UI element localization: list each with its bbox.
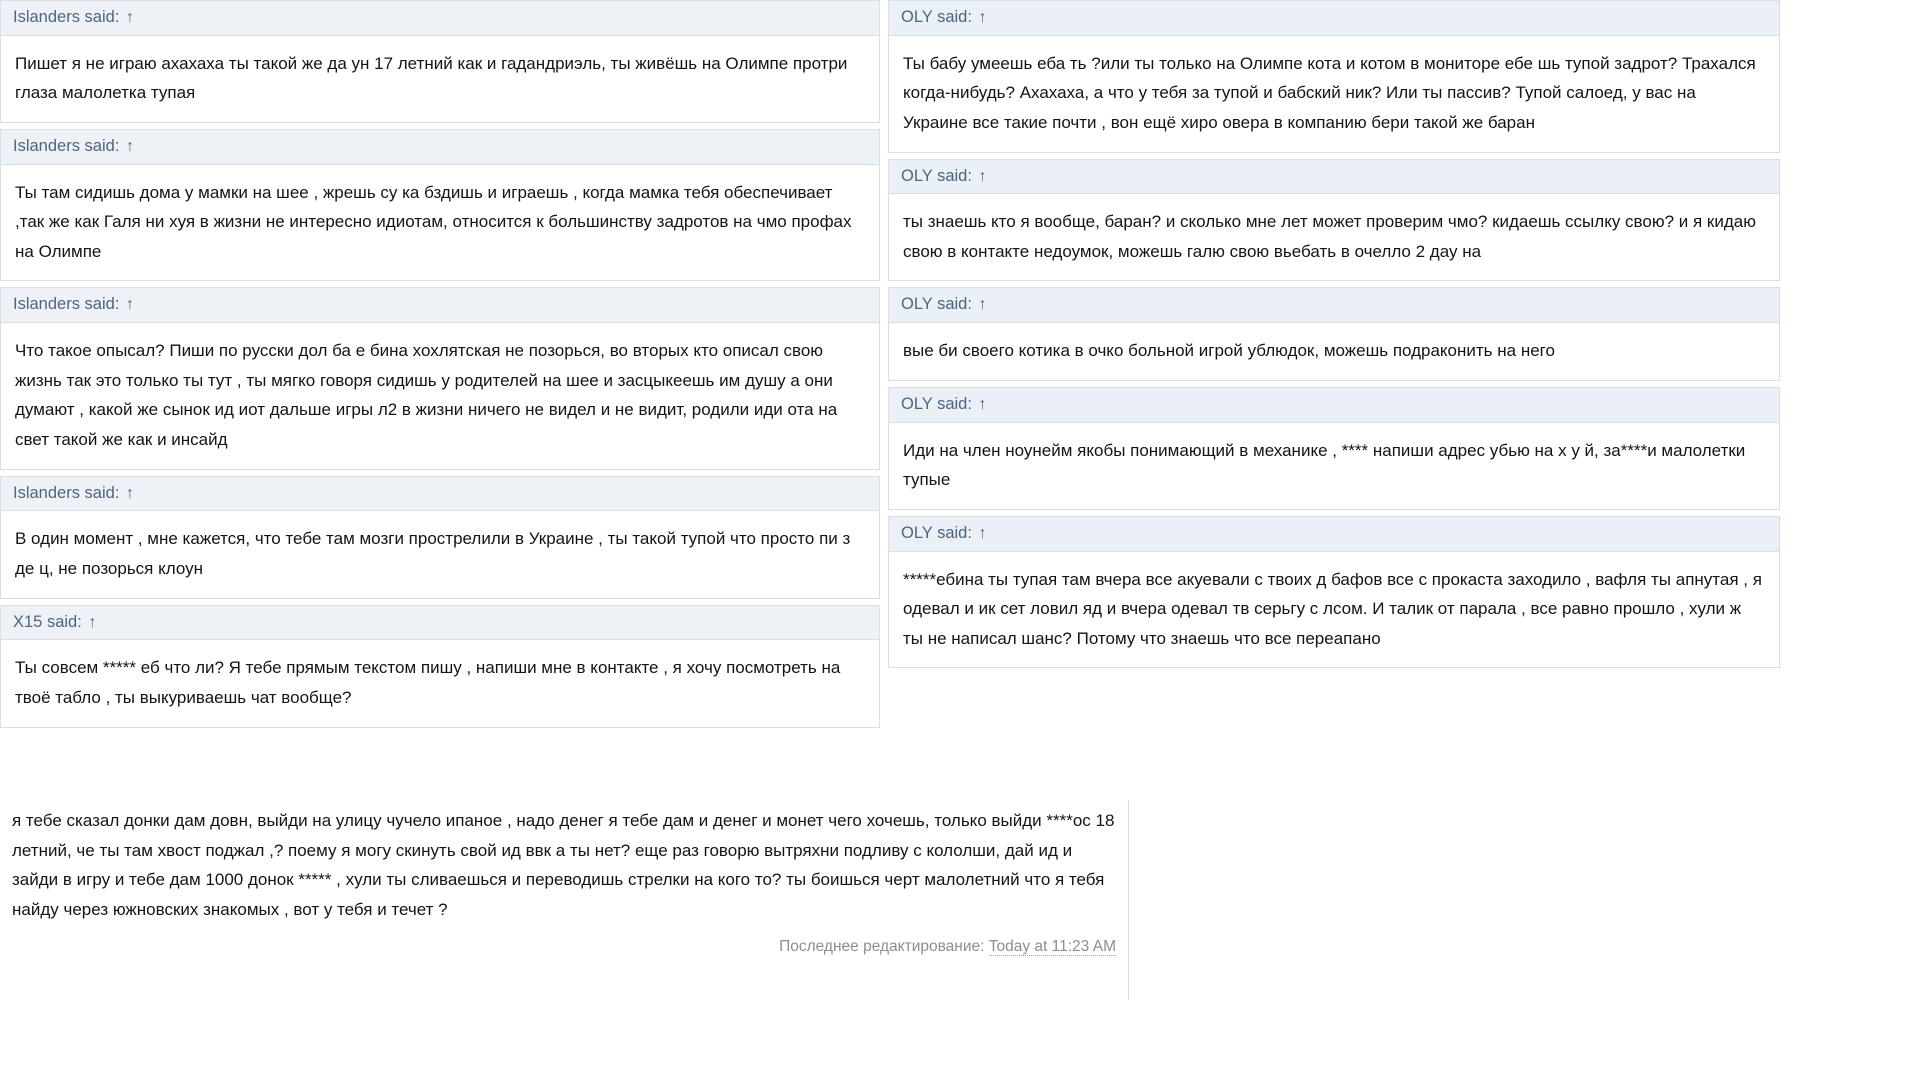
quote-column-left — [0, 0, 880, 734]
quote-header — [0, 476, 880, 511]
quote-header — [0, 605, 880, 640]
quote-paragraph: Ты бабу умеешь еба ть ?или ты только на Олимпе кота и котом в мониторе ебе шь тупой задрот? Трахался когда-нибудь? Ахахаха, а что у тебя за тупой и бабский ник? Или ты пассив? Тупой салоед, у вас на Украине все такие почти , вон ещё хиро овера в компанию бери такой же баран — [903, 53, 1756, 132]
quote-text — [888, 193, 1780, 281]
quote-block — [0, 287, 880, 469]
quote-text — [888, 35, 1780, 153]
quote-said-label: said: — [84, 295, 120, 314]
quote-column-right — [888, 0, 1780, 674]
quote-said-label: said: — [937, 8, 972, 26]
quote-header — [888, 516, 1780, 551]
quote-author: OLY — [901, 523, 933, 542]
quote-header — [888, 0, 1780, 35]
quote-said-label: said: — [937, 523, 972, 542]
quote-header — [888, 287, 1780, 322]
jump-to-post-icon[interactable]: ↑ — [126, 296, 134, 314]
quote-text — [888, 322, 1780, 381]
post-paragraph: я тебе сказал донки дам довн, выйди на улицу чучело ипаное , надо денег я тебе дам и денег и монет чего хочешь, только выйди ****ос 18 летний, че ты там хвост поджал ,? поему я могу скинуть свой ид ввк а ты нет? еще раз говорю вытряхни подливу с кололши, дай ид и зайди в игру и тебе дам 1000 донок ***** , хули ты сливаешься и переводишь стрелки на кого то? ты боишься черт малолетний что я тебя найду через южновских знакомых , вот у тебя и течет ? — [12, 811, 1115, 919]
jump-to-post-icon[interactable]: ↑ — [978, 395, 987, 413]
quote-said-label: said: — [937, 394, 972, 413]
quote-paragraph: Иди на член ноунейм якобы понимающий в механике , **** напиши адрес убью на х у й, за****и малолетки тупые — [903, 440, 1746, 490]
quote-paragraph: вые би своего котика в очко больной игрой ублюдок, можешь подраконить на него — [903, 341, 1555, 361]
quote-paragraph: ты знаешь кто я вообще, баран? и сколько мне лет может проверим чмо? кидаешь ссылку свою? и я кидаю свою в контакте недоумок, можешь галю свою вьебать в очелло 2 дау на — [903, 212, 1756, 261]
quote-author: OLY — [901, 394, 933, 413]
quote-paragraph: *****ебина ты тупая там вчера все акуевали с твоих д бафов все с прокаста заходило , вафля ты апнутая , я одевал и ик сет ловил яд и вчера одевал тв серьгу с лсом. И талик от парала , все равно прошло , хули ж ты не написал шанс? Потому что знаешь что все переапано — [903, 569, 1762, 648]
quote-block — [0, 476, 880, 599]
quote-said-label: said: — [937, 166, 972, 185]
quote-author: Islanders — [13, 295, 80, 314]
quote-header — [888, 387, 1780, 422]
quote-paragraph: Ты совсем ***** еб что ли? Я тебе прямым текстом пишу , напиши мне в контакте , я хочу посмотреть на твоё табло , ты выкуриваешь чат вообще? — [15, 658, 841, 707]
quote-author: X15 — [13, 612, 43, 631]
quote-author: Islanders — [13, 136, 80, 155]
quote-said-label: said: — [84, 136, 120, 155]
quote-block — [888, 287, 1780, 380]
quote-text — [888, 422, 1780, 510]
quote-header — [0, 129, 880, 164]
quote-said-label: said: — [46, 612, 82, 631]
jump-to-post-icon[interactable]: ↑ — [88, 613, 97, 631]
quote-author: OLY — [901, 166, 933, 185]
quote-text — [0, 510, 880, 598]
quote-block — [0, 0, 880, 123]
jump-to-post-icon[interactable]: ↑ — [126, 137, 134, 155]
quote-text — [0, 322, 880, 469]
quote-block — [0, 605, 880, 728]
last-edited-note — [0, 924, 1130, 966]
jump-to-post-icon[interactable]: ↑ — [978, 524, 987, 542]
quote-paragraph: Ты там сидишь дома у мамки на шее , жрешь су ка бздишь и играешь , когда мамка тебя обеспечивает ,так же как Галя ни хуя в жизни не интересно идиотам, относится к большинству задротов на чмо профах на Олимпе — [15, 182, 852, 261]
quote-text — [0, 35, 880, 123]
quote-paragraph: Что такое опысал? Пиши по русски дол ба е бина хохлятская не позорься, во вторых кто описал свою жизнь так это только ты тут , ты мягко говоря сидишь у родителей на шее и засцыкеешь им душу а они думают , какой же сынок ид иот дальше игры л2 в жизни ничего не видел и не видит, родили иди ота на свет такой же как и инсайд — [15, 341, 838, 450]
quote-said-label: said: — [937, 295, 972, 314]
quote-author: OLY — [901, 295, 933, 314]
quote-text — [0, 164, 880, 282]
quote-header — [0, 287, 880, 322]
quote-said-label: said: — [84, 8, 120, 26]
quote-block — [0, 129, 880, 282]
quote-said-label: said: — [84, 483, 120, 502]
quote-author: OLY — [901, 8, 933, 26]
quote-paragraph: В один момент , мне кажется, что тебе там мозги прострелили в Украине , ты такой тупой что просто пи з де ц, не позорься клоун — [15, 529, 851, 578]
last-edited-label: Последнее редактирование: — [779, 938, 985, 956]
quote-block — [888, 0, 1780, 153]
quote-block — [888, 387, 1780, 510]
jump-to-post-icon[interactable]: ↑ — [978, 296, 987, 314]
quote-text — [888, 551, 1780, 669]
quote-header — [0, 0, 880, 35]
content-divider — [1128, 800, 1129, 1000]
jump-to-post-icon[interactable]: ↑ — [126, 484, 134, 502]
quote-author: Islanders — [13, 8, 80, 26]
quote-header — [888, 159, 1780, 194]
quote-author: Islanders — [13, 483, 80, 502]
quote-block — [888, 516, 1780, 669]
jump-to-post-icon[interactable]: ↑ — [978, 9, 987, 26]
last-edited-timestamp[interactable]: Today at 11:23 AM — [988, 938, 1116, 956]
post-body — [0, 800, 1130, 966]
quote-block — [888, 159, 1780, 282]
quote-text — [0, 639, 880, 727]
quote-paragraph: Пишет я не играю ахахаха ты такой же да ун 17 летний как и гадандриэль, ты живёшь на Олимпе протри глаза малолетка тупая — [15, 53, 848, 103]
post-message-text — [0, 800, 1130, 924]
jump-to-post-icon[interactable]: ↑ — [978, 167, 987, 185]
jump-to-post-icon[interactable]: ↑ — [126, 9, 134, 26]
